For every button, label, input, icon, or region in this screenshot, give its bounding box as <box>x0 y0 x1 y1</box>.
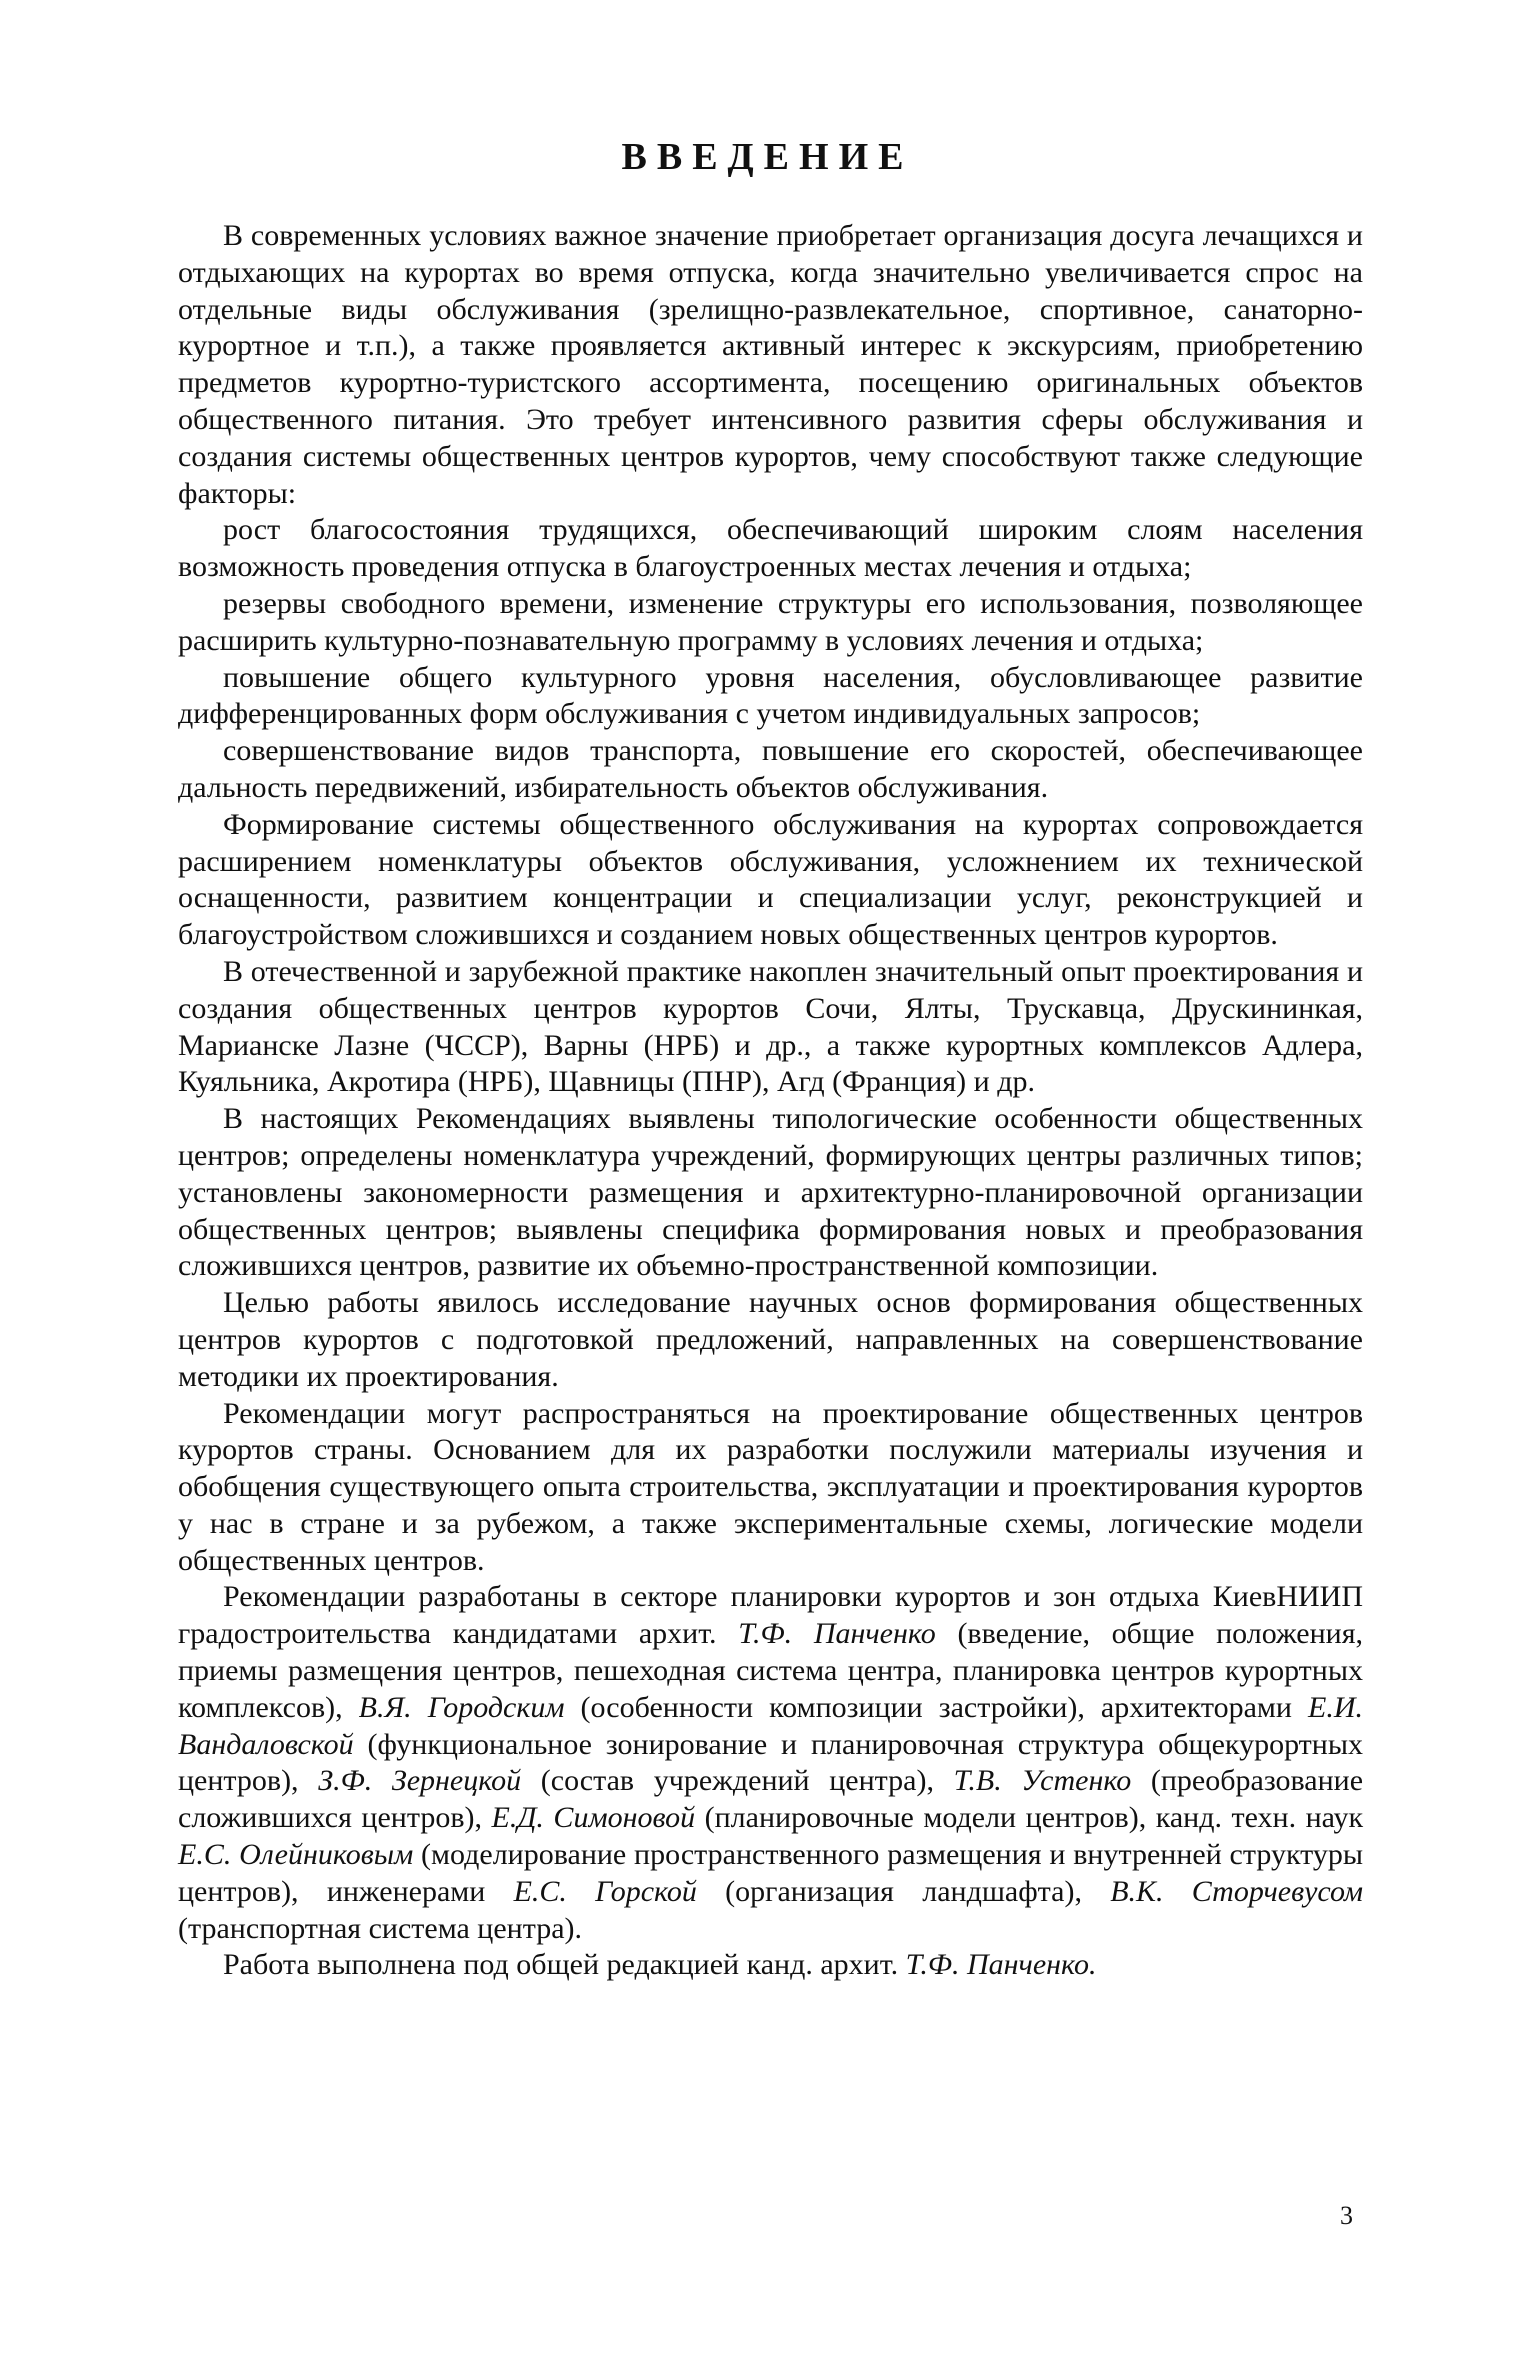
text-run: Рекомендации разработаны в секторе планировки курортов и зон отдыха КиевНИИП градостроительства кандидатами архит. <box>178 1580 1363 1651</box>
factor-item: совершенствование видов транспорта, повышение его скоростей, обеспечивающее дальность передвижений, избирательность объектов обслуживания. <box>178 734 1363 804</box>
paragraph: Рекомендации могут распространяться на проектирование общественных центров курортов страны. Основанием для их разработки послужили материалы изучения и обобщения существующего опыта строительства, эксплуатации и проектирования курортов у нас в стране и за рубежом, а также экспериментальные схемы, логические модели общественных центров. <box>178 1396 1363 1577</box>
author-name: З.Ф. Зернецкой <box>318 1764 522 1798</box>
author-name: Т.Ф. Панченко <box>738 1617 936 1651</box>
text-run: (состав учреждений центра), <box>521 1764 954 1798</box>
text-run: (введение, общие положения, приемы размещения центров, пешеходная система центра, планировка центров курортных комплексов), <box>178 1617 1364 1724</box>
author-name: Е.С. Горской <box>513 1874 697 1908</box>
author-name: Е.Д. Симоновой <box>491 1801 696 1835</box>
text-run: (моделирование пространственного размещения и внутренней структуры центров), инженерами <box>178 1838 1363 1908</box>
factor-item: повышение общего культурного уровня населения, обусловливающее развитие дифференцированных форм обслуживания с учетом индивидуальных запросов; <box>178 660 1363 731</box>
paragraph: В отечественной и зарубежной практике накоплен значительный опыт проектирования и создания общественных центров курортов Сочи, Ялты, Трускавца, Друскининкая, Марианске Лазне (ЧССР), Варны (НРБ) и др., а также курортных комплексов Адлера, Куяльника, Акротира (НРБ), Щавницы (ПНР), Агд (Франция) и др. <box>178 954 1363 1099</box>
body-text <box>178 218 1363 1984</box>
text-run: (преобразование сложившихся центров), <box>178 1764 1364 1835</box>
text-run: (планировочные модели центров), канд. техн. наук <box>695 1801 1364 1835</box>
paragraph: В настоящих Рекомендациях выявлены типологические особенности общественных центров; определены номенклатура учреждений, формирующих центры различных типов; установлены закономерности размещения и архитектурно-планировочной организации общественных центров; выявлены специфика формирования новых и преобразования сложившихся центров, развитие их объемно-пространственной композиции. <box>178 1102 1363 1283</box>
page-number: 3 <box>1340 2201 1353 2230</box>
text-run: (особенности композиции застройки), архитекторами <box>564 1690 1308 1724</box>
text-run: (транспортная система центра). <box>178 1911 583 1945</box>
text-run: Работа выполнена под общей редакцией канд. архит. <box>223 1948 906 1982</box>
text-run: (функциональное зонирование и планировочная структура общекурортных центров), <box>178 1727 1363 1798</box>
page-title: ВВЕДЕНИЕ <box>621 136 914 178</box>
author-name: Е.И. Вандаловской <box>178 1690 1363 1761</box>
author-name: В.Я. Городским <box>358 1690 565 1724</box>
factor-item: рост благосостояния трудящихся, обеспечивающий широким слоям населения возможность проведения отпуска в благоустроенных местах лечения и отдыха; <box>178 513 1363 584</box>
author-name: Е.С. Олейниковым <box>178 1838 414 1872</box>
author-name: Т.Ф. Панченко. <box>905 1948 1097 1982</box>
paragraph: Целью работы явилось исследование научных основ формирования общественных центров курортов с подготовкой предложений, направленных на совершенствование методики их проектирования. <box>178 1286 1363 1393</box>
intro-paragraph: В современных условиях важное значение приобретает организация досуга лечащихся и отдыхающих на курортах во время отпуска, когда значительно увеличивается спрос на отдельные виды обслуживания (зрелищно-развлекательное, спортивное, санаторно-курортное и т.п.), а также проявляется активный интерес к экскурсиям, приобретению предметов курортно-туристского ассортимента, посещению оригинальных объектов общественного питания. Это требует интенсивного развития сферы обслуживания и создания системы общественных центров курортов, чему способствуют также следующие факторы: <box>178 219 1363 510</box>
author-name: В.К. Сторчевусом <box>1110 1874 1363 1908</box>
text-run: (организация ландшафта), <box>696 1874 1111 1908</box>
factor-item: резервы свободного времени, изменение структуры его использования, позволяющее расширить культурно-познавательную программу в условиях лечения и отдыха; <box>178 586 1363 657</box>
editor-paragraph <box>178 1947 1363 1984</box>
paragraph: Формирование системы общественного обслуживания на курортах сопровождается расширением номенклатуры объектов обслуживания, усложнением их технической оснащенности, развитием концентрации и специализации услуг, реконструкцией и благоустройством сложившихся и созданием новых общественных центров курортов. <box>178 807 1363 952</box>
authors-paragraph <box>178 1579 1363 1947</box>
author-name: Т.В. Устенко <box>953 1764 1132 1798</box>
